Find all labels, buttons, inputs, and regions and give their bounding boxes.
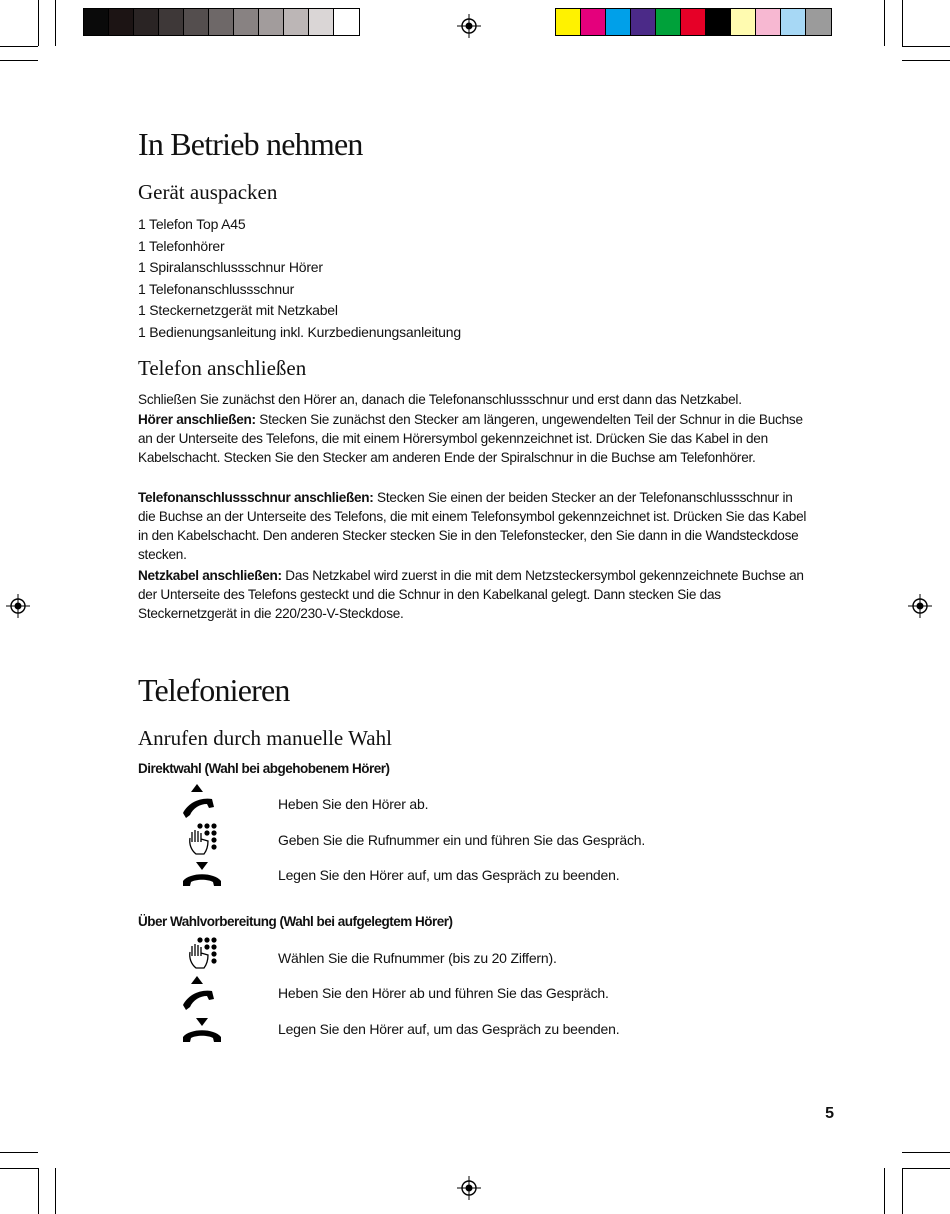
registration-mark-icon: [908, 594, 932, 618]
direct-step-3-text: Legen Sie den Hörer auf, um das Gespräch zu beenden.: [278, 867, 620, 883]
color-swatch: [756, 9, 781, 35]
direct-step-1-text: Heben Sie den Hörer ab.: [278, 796, 429, 812]
color-swatch: [781, 9, 806, 35]
list-item: 1 Steckernetzgerät mit Netzkabel: [138, 302, 338, 318]
handset-lift-icon: [180, 782, 224, 820]
gray-swatch: [234, 9, 259, 35]
handset-label: Hörer anschließen:: [138, 412, 256, 427]
color-swatch: [606, 9, 631, 35]
gray-swatch: [284, 9, 309, 35]
process-color-bar: [555, 8, 832, 36]
handset-text: Stecken Sie zunächst den Stecker am längeren, ungewendelten Teil der Schnur in die Buchse an der Unterseite des Telefons, die mit einem Hörersymbol gekennzeichnet ist. Drücken Sie das Kabel in den Kabelschacht. Stecken Sie den Stecker am anderen Ende der Spiralschnur in die Buchse am Telefonhörer.: [138, 412, 803, 465]
heading-predial: Über Wahlvorbereitung (Wahl bei aufgelegtem Hörer): [138, 914, 453, 929]
registration-mark-icon: [457, 1176, 481, 1200]
direct-step-2-text: Geben Sie die Rufnummer ein und führen Sie das Gespräch.: [278, 832, 646, 848]
registration-mark-icon: [457, 14, 481, 38]
color-swatch: [681, 9, 706, 35]
phone-line-text: Stecken Sie einen der beiden Stecker an der Telefonanschlussschnur in die Buchse an der Unterseite des Telefons, die mit einem Telefonsymbol gekennzeichnet ist. Drücken Sie das Kabel in den Kabelschacht. Den anderen Stecker stecken Sie in den Telefonstecker, den Sie dann in die Wandsteckdose stecken.: [138, 490, 807, 562]
heading-direct-dial: Direktwahl (Wahl bei abgehobenem Hörer): [138, 761, 390, 776]
heading-connect: Telefon anschließen: [138, 356, 307, 380]
color-swatch: [581, 9, 606, 35]
color-swatch: [806, 9, 831, 35]
section-title-setup: In Betrieb nehmen: [138, 126, 363, 162]
gray-swatch: [309, 9, 334, 35]
color-swatch: [556, 9, 581, 35]
phone-line-paragraph: [138, 488, 810, 564]
package-contents-list: [138, 214, 461, 343]
heading-manual-dial: Anrufen durch manuelle Wahl: [138, 726, 392, 750]
phone-line-label: Telefonanschlussschnur anschließen:: [138, 490, 374, 505]
keypad-icon: [186, 822, 220, 858]
keypad-icon: [186, 936, 220, 972]
gray-swatch: [134, 9, 159, 35]
predial-step-1-text: Wählen Sie die Rufnummer (bis zu 20 Ziffern).: [278, 950, 557, 966]
section-title-calling: Telefonieren: [138, 672, 290, 708]
list-item: 1 Bedienungsanleitung inkl. Kurzbedienungsanleitung: [138, 323, 461, 340]
color-swatch: [706, 9, 731, 35]
gray-swatch: [334, 9, 359, 35]
handset-hangup-icon: [180, 858, 224, 890]
gray-swatch: [184, 9, 209, 35]
list-item: 1 Telefonhörer: [138, 237, 225, 254]
handset-lift-icon: [180, 974, 224, 1012]
gray-swatch: [209, 9, 234, 35]
power-paragraph: [138, 566, 810, 623]
heading-unpack: Gerät auspacken: [138, 180, 278, 204]
color-swatch: [731, 9, 756, 35]
connect-intro-paragraph: Schließen Sie zunächst den Hörer an, danach die Telefonanschlussschnur und erst dann das Netzkabel.: [138, 392, 742, 407]
predial-step-3-text: Legen Sie den Hörer auf, um das Gespräch zu beenden.: [278, 1021, 620, 1037]
power-label: Netzkabel anschließen:: [138, 568, 282, 583]
predial-step-2-text: Heben Sie den Hörer ab und führen Sie das Gespräch.: [278, 985, 609, 1001]
gray-swatch: [159, 9, 184, 35]
gray-swatch: [84, 9, 109, 35]
gray-color-bar: [83, 8, 360, 36]
handset-hangup-icon: [180, 1014, 224, 1046]
list-item: 1 Telefon Top A45: [138, 216, 246, 232]
color-swatch: [631, 9, 656, 35]
list-item: 1 Spiralanschlussschnur Hörer: [138, 259, 323, 275]
gray-swatch: [109, 9, 134, 35]
gray-swatch: [259, 9, 284, 35]
page-number: 5: [825, 1105, 834, 1122]
handset-paragraph: [138, 410, 810, 467]
color-swatch: [656, 9, 681, 35]
power-text: Das Netzkabel wird zuerst in die mit dem Netzsteckersymbol gekennzeichnete Buchse an der Unterseite des Telefons gesteckt und die Schnur in den Kabelkanal gelegt. Dann stecken Sie das Steckernetzgerät in die 220/230-V-Steckdose.: [138, 568, 804, 621]
list-item: 1 Telefonanschlussschnur: [138, 280, 295, 297]
registration-mark-icon: [6, 594, 30, 618]
